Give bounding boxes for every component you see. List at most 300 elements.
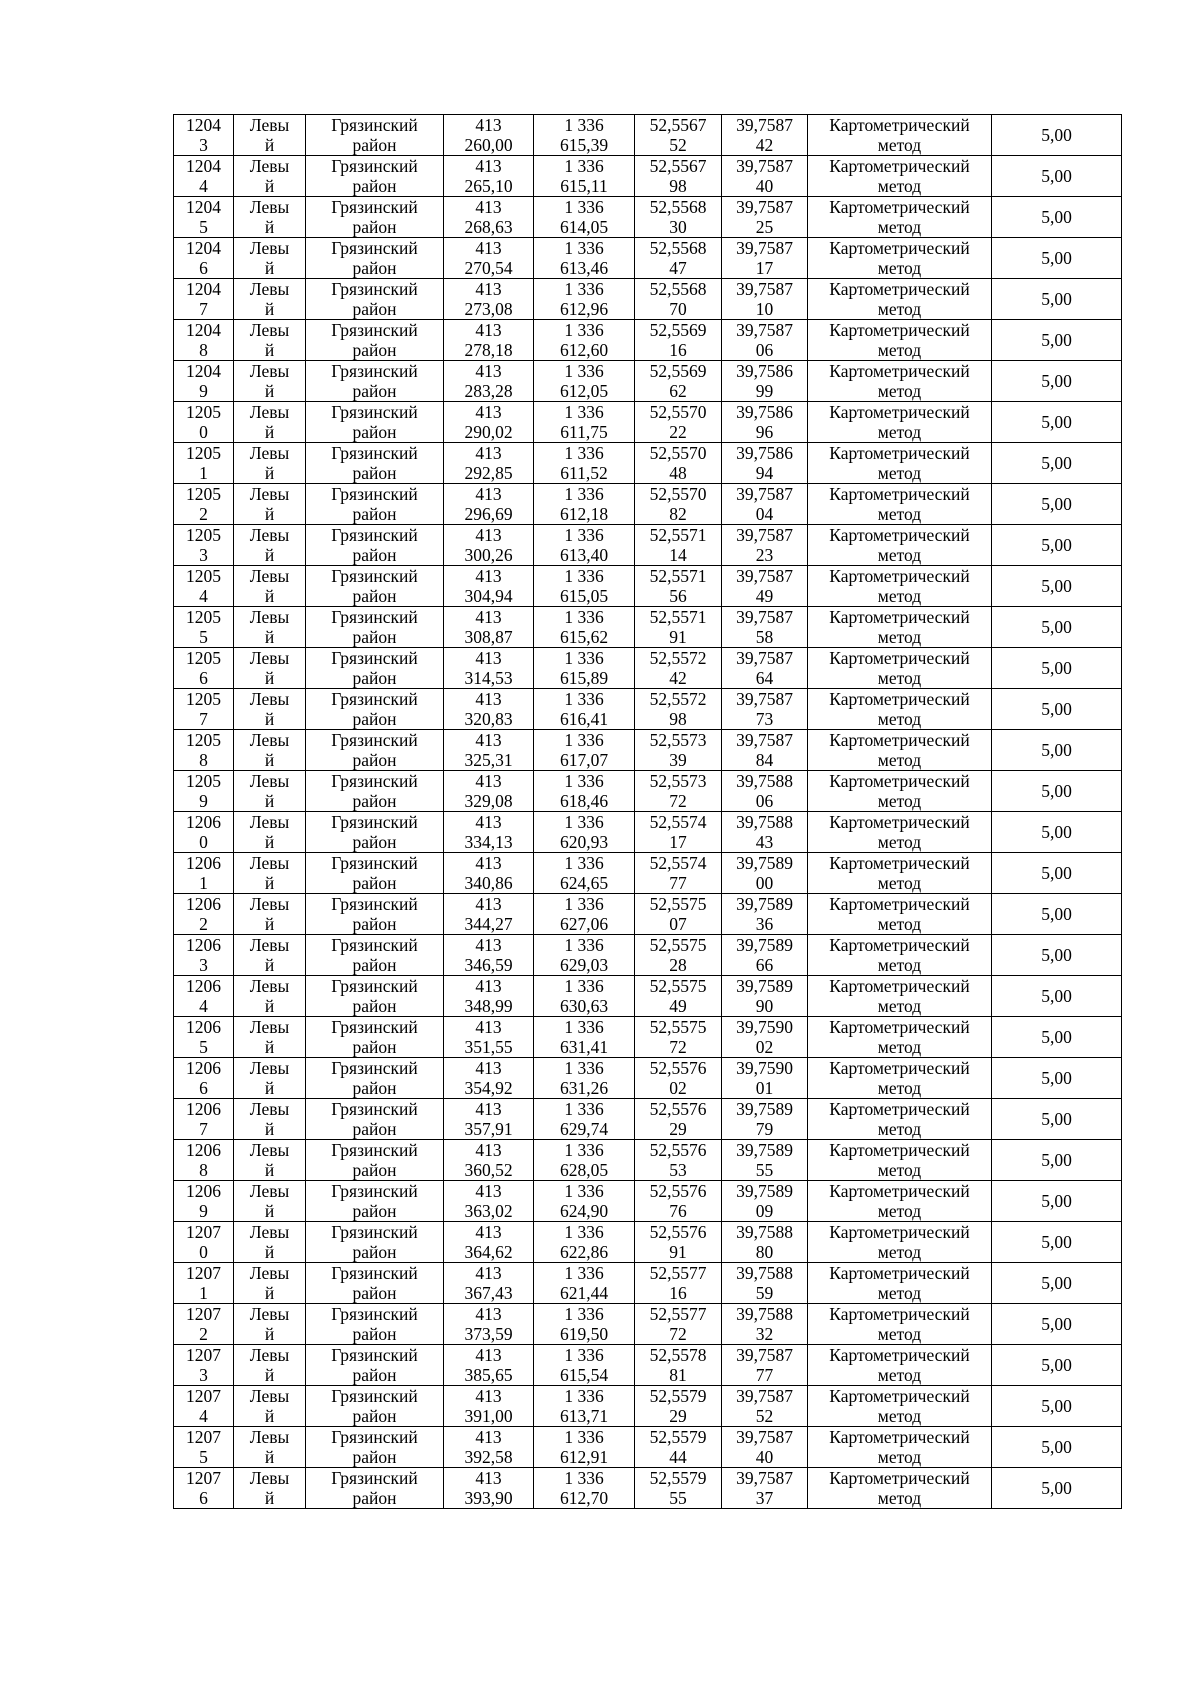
coordinate-x-cell [444,1140,534,1181]
coordinate-x-cell-line: 385,65 [464,1365,513,1385]
latitude-cell-line: 52,5575 [649,935,707,955]
method-cell [808,402,992,443]
method-cell-line: метод [877,709,922,729]
point-number-cell-line: 2 [199,914,208,934]
accuracy-cell: 5,00 [992,976,1122,1017]
longitude-cell-line: 49 [755,586,774,606]
coordinate-y-cell [534,1304,635,1345]
method-cell-line: Картометрический [829,1304,970,1324]
coordinate-y-cell-line: 1 336 [564,689,604,709]
point-number-cell-line: 6 [199,1078,208,1098]
point-number-cell [174,976,234,1017]
coordinate-y-cell-line: 1 336 [564,1263,604,1283]
point-number-cell-line: 5 [199,627,208,647]
coordinate-y-cell-line: 1 336 [564,1468,604,1488]
longitude-cell-line: 43 [755,832,774,852]
method-cell [808,607,992,648]
bank-side-cell-line: й [264,1283,275,1303]
coordinate-y-cell [534,607,635,648]
coordinate-x-cell-line: 413 [475,935,502,955]
method-cell-line: метод [877,1324,922,1344]
latitude-cell-line: 02 [669,1078,687,1098]
longitude-cell [722,1222,808,1263]
coordinate-x-cell [444,238,534,279]
latitude-cell-line: 52,5573 [649,730,707,750]
district-cell-line: район [352,176,397,196]
coordinate-y-cell-line: 612,18 [559,504,609,524]
district-cell-line: Грязинский [331,320,418,340]
method-cell [808,1386,992,1427]
point-number-cell-line: 9 [199,381,208,401]
latitude-cell [635,1099,722,1140]
district-cell-line: Грязинский [331,361,418,381]
latitude-cell [635,1304,722,1345]
district-cell [306,115,444,156]
coordinate-x-cell-line: 392,58 [464,1447,513,1467]
bank-side-cell-line: Левы [249,197,290,217]
latitude-cell [635,1263,722,1304]
latitude-cell-line: 55 [669,1488,687,1508]
district-cell-line: Грязинский [331,1099,418,1119]
bank-side-cell [234,197,306,238]
coordinate-x-cell-line: 413 [475,566,502,586]
point-number-cell [174,894,234,935]
bank-side-cell [234,279,306,320]
coordinate-x-cell-line: 320,83 [464,709,513,729]
accuracy-cell: 5,00 [992,894,1122,935]
method-cell-line: метод [877,914,922,934]
method-cell [808,1099,992,1140]
bank-side-cell [234,156,306,197]
district-cell [306,1263,444,1304]
accuracy-cell: 5,00 [992,197,1122,238]
point-number-cell-line: 2 [199,504,208,524]
accuracy-cell: 5,00 [992,771,1122,812]
point-number-cell [174,812,234,853]
point-number-cell [174,1140,234,1181]
bank-side-cell-line: Левы [249,1017,290,1037]
table-row [174,1468,1122,1509]
method-cell-line: Картометрический [829,607,970,627]
longitude-cell-line: 25 [755,217,774,237]
bank-side-cell [234,566,306,607]
longitude-cell-line: 39,7588 [736,812,793,832]
longitude-cell [722,1058,808,1099]
method-cell [808,1304,992,1345]
coordinate-y-cell [534,1345,635,1386]
longitude-cell-line: 64 [755,668,774,688]
method-cell [808,1058,992,1099]
coordinate-y-cell-line: 1 336 [564,812,604,832]
longitude-cell-line: 39,7589 [736,894,793,914]
bank-side-cell [234,525,306,566]
latitude-cell [635,1468,722,1509]
method-cell-line: Картометрический [829,853,970,873]
bank-side-cell-line: Левы [249,1386,290,1406]
point-number-cell [174,1263,234,1304]
bank-side-cell-line: Левы [249,525,290,545]
bank-side-cell-line: Левы [249,1263,290,1283]
district-cell-line: район [352,709,397,729]
method-cell-line: метод [877,750,922,770]
district-cell [306,812,444,853]
point-number-cell [174,1099,234,1140]
method-cell [808,894,992,935]
coordinate-x-cell [444,607,534,648]
longitude-cell-line: 39,7586 [736,443,793,463]
coordinate-x-cell [444,1386,534,1427]
point-number-cell-line: 6 [199,258,208,278]
longitude-cell-line: 77 [755,1365,774,1385]
coordinate-y-cell-line: 1 336 [564,894,604,914]
district-cell-line: район [352,1160,397,1180]
coordinate-x-cell [444,566,534,607]
longitude-cell-line: 58 [755,627,774,647]
district-cell-line: район [352,1447,397,1467]
method-cell [808,1017,992,1058]
district-cell-line: район [352,1242,397,1262]
coordinate-y-cell [534,771,635,812]
point-number-cell-line: 9 [199,791,208,811]
method-cell [808,1140,992,1181]
method-cell-line: метод [877,422,922,442]
method-cell-line: метод [877,1160,922,1180]
point-number-cell-line: 1205 [186,607,221,627]
longitude-cell-line: 40 [755,176,774,196]
longitude-cell-line: 66 [755,955,774,975]
district-cell [306,1386,444,1427]
longitude-cell [722,1099,808,1140]
longitude-cell [722,115,808,156]
coordinate-x-cell-line: 334,13 [464,832,513,852]
coordinate-x-cell [444,976,534,1017]
district-cell-line: район [352,381,397,401]
bank-side-cell-line: й [264,914,275,934]
coordinate-x-cell-line: 325,31 [464,750,513,770]
table-row [174,1386,1122,1427]
coordinate-x-cell [444,1468,534,1509]
bank-side-cell-line: й [264,955,275,975]
accuracy-cell: 5,00 [992,812,1122,853]
coordinate-x-cell-line: 308,87 [464,627,513,647]
method-cell-line: Картометрический [829,1468,970,1488]
bank-side-cell-line: й [264,873,275,893]
longitude-cell-line: 39,7587 [736,607,793,627]
point-number-cell-line: 1 [199,873,208,893]
coordinate-x-cell-line: 268,63 [464,217,513,237]
bank-side-cell-line: Левы [249,812,290,832]
coordinate-x-cell-line: 373,59 [464,1324,513,1344]
latitude-cell-line: 48 [669,463,687,483]
accuracy-cell: 5,00 [992,361,1122,402]
point-number-cell [174,1017,234,1058]
longitude-cell [722,279,808,320]
longitude-cell-line: 39,7588 [736,1222,793,1242]
longitude-cell-line: 10 [755,299,774,319]
bank-side-cell [234,443,306,484]
coordinate-x-cell-line: 346,59 [464,955,513,975]
coordinate-x-cell-line: 273,08 [464,299,513,319]
district-cell-line: район [352,627,397,647]
longitude-cell [722,853,808,894]
table-row [174,1017,1122,1058]
point-number-cell-line: 1205 [186,648,221,668]
table-row [174,1345,1122,1386]
method-cell-line: метод [877,996,922,1016]
coordinate-y-cell-line: 1 336 [564,1304,604,1324]
latitude-cell-line: 52,5575 [649,894,707,914]
point-number-cell-line: 1207 [186,1386,221,1406]
coordinate-y-cell-line: 1 336 [564,402,604,422]
coordinate-y-cell-line: 613,46 [559,258,609,278]
longitude-cell [722,935,808,976]
method-cell-line: Картометрический [829,361,970,381]
method-cell-line: метод [877,1447,922,1467]
latitude-cell-line: 77 [669,873,687,893]
latitude-cell-line: 52,5570 [649,443,707,463]
bank-side-cell-line: й [264,422,275,442]
coordinate-y-cell [534,197,635,238]
district-cell-line: Грязинский [331,238,418,258]
point-number-cell-line: 8 [199,340,208,360]
coordinate-y-cell [534,1222,635,1263]
longitude-cell [722,443,808,484]
method-cell [808,156,992,197]
coordinate-y-cell [534,1017,635,1058]
point-number-cell-line: 3 [199,135,208,155]
accuracy-cell: 5,00 [992,1222,1122,1263]
point-number-cell-line: 1204 [186,320,221,340]
coordinate-y-cell-line: 615,39 [559,135,609,155]
bank-side-cell-line: й [264,299,275,319]
bank-side-cell-line: й [264,340,275,360]
method-cell-line: Картометрический [829,566,970,586]
latitude-cell-line: 53 [669,1160,687,1180]
point-number-cell [174,115,234,156]
latitude-cell-line: 76 [669,1201,687,1221]
longitude-cell-line: 55 [755,1160,774,1180]
latitude-cell-line: 52,5567 [649,115,707,135]
method-cell [808,771,992,812]
longitude-cell [722,1140,808,1181]
longitude-cell-line: 39,7589 [736,1140,793,1160]
latitude-cell [635,853,722,894]
point-number-cell-line: 5 [199,1037,208,1057]
bank-side-cell [234,1181,306,1222]
district-cell-line: район [352,996,397,1016]
bank-side-cell-line: Левы [249,1427,290,1447]
latitude-cell [635,484,722,525]
longitude-cell-line: 99 [755,381,774,401]
longitude-cell-line: 39,7587 [736,525,793,545]
latitude-cell [635,1222,722,1263]
point-number-cell-line: 1206 [186,1058,221,1078]
method-cell [808,935,992,976]
method-cell [808,1263,992,1304]
district-cell-line: Грязинский [331,1222,418,1242]
method-cell-line: метод [877,627,922,647]
latitude-cell [635,1427,722,1468]
coordinate-x-cell [444,1345,534,1386]
point-number-cell-line: 1205 [186,443,221,463]
point-number-cell [174,935,234,976]
district-cell [306,402,444,443]
latitude-cell-line: 52,5579 [649,1427,707,1447]
latitude-cell-line: 52,5578 [649,1345,707,1365]
bank-side-cell [234,361,306,402]
latitude-cell-line: 52,5574 [649,812,707,832]
accuracy-cell: 5,00 [992,1468,1122,1509]
coordinate-x-cell [444,1263,534,1304]
bank-side-cell-line: Левы [249,1345,290,1365]
coordinate-y-cell-line: 1 336 [564,156,604,176]
coordinate-x-cell-line: 363,02 [464,1201,513,1221]
longitude-cell-line: 06 [755,791,774,811]
bank-side-cell [234,730,306,771]
coordinate-x-cell-line: 413 [475,361,502,381]
district-cell [306,197,444,238]
longitude-cell-line: 39,7586 [736,402,793,422]
method-cell-line: Картометрический [829,1386,970,1406]
coordinate-x-cell [444,443,534,484]
method-cell-line: Картометрический [829,894,970,914]
table-row [174,402,1122,443]
bank-side-cell [234,812,306,853]
point-number-cell-line: 1207 [186,1304,221,1324]
point-number-cell-line: 2 [199,1324,208,1344]
district-cell-line: Грязинский [331,115,418,135]
bank-side-cell-line: Левы [249,689,290,709]
table-row [174,238,1122,279]
coordinate-x-cell-line: 290,02 [464,422,513,442]
latitude-cell [635,443,722,484]
district-cell [306,1304,444,1345]
bank-side-cell [234,648,306,689]
method-cell-line: Картометрический [829,1099,970,1119]
latitude-cell-line: 52,5576 [649,1222,707,1242]
accuracy-cell: 5,00 [992,1017,1122,1058]
district-cell [306,976,444,1017]
point-number-cell-line: 1205 [186,525,221,545]
coordinate-y-cell [534,279,635,320]
bank-side-cell-line: й [264,1447,275,1467]
coordinate-y-cell [534,648,635,689]
accuracy-cell: 5,00 [992,607,1122,648]
district-cell [306,1427,444,1468]
district-cell [306,935,444,976]
table-row [174,566,1122,607]
coordinate-y-cell [534,935,635,976]
district-cell-line: Грязинский [331,648,418,668]
coordinate-x-cell-line: 413 [475,1427,502,1447]
district-cell [306,361,444,402]
coordinate-y-cell-line: 1 336 [564,730,604,750]
method-cell [808,238,992,279]
latitude-cell [635,812,722,853]
point-number-cell-line: 7 [199,1119,208,1139]
latitude-cell [635,1181,722,1222]
method-cell-line: Картометрический [829,1140,970,1160]
method-cell-line: Картометрический [829,525,970,545]
point-number-cell [174,484,234,525]
coordinate-y-cell-line: 1 336 [564,115,604,135]
method-cell-line: метод [877,832,922,852]
method-cell-line: Картометрический [829,156,970,176]
coordinate-y-cell-line: 627,06 [559,914,609,934]
longitude-cell [722,730,808,771]
point-number-cell-line: 0 [199,1242,208,1262]
district-cell [306,525,444,566]
latitude-cell [635,689,722,730]
coordinate-y-cell-line: 1 336 [564,1099,604,1119]
coordinate-y-cell [534,525,635,566]
latitude-cell [635,525,722,566]
table-row [174,853,1122,894]
method-cell-line: Картометрический [829,238,970,258]
method-cell [808,812,992,853]
method-cell-line: метод [877,1406,922,1426]
point-number-cell [174,648,234,689]
bank-side-cell-line: й [264,1242,275,1262]
point-number-cell-line: 3 [199,545,208,565]
bank-side-cell [234,1427,306,1468]
district-cell [306,484,444,525]
coordinate-x-cell-line: 413 [475,320,502,340]
coordinate-x-cell-line: 413 [475,443,502,463]
table-row [174,935,1122,976]
bank-side-cell-line: Левы [249,894,290,914]
accuracy-cell: 5,00 [992,115,1122,156]
coordinate-y-cell-line: 621,44 [559,1283,609,1303]
district-cell-line: район [352,545,397,565]
point-number-cell-line: 1205 [186,566,221,586]
district-cell-line: Грязинский [331,607,418,627]
longitude-cell [722,361,808,402]
coordinate-x-cell [444,361,534,402]
coordinate-y-cell [534,1427,635,1468]
point-number-cell [174,607,234,648]
longitude-cell-line: 39,7587 [736,1468,793,1488]
district-cell-line: район [352,1201,397,1221]
bank-side-cell-line: й [264,586,275,606]
longitude-cell-line: 80 [755,1242,774,1262]
method-cell-line: Картометрический [829,648,970,668]
district-cell-line: Грязинский [331,1017,418,1037]
latitude-cell-line: 52,5572 [649,689,707,709]
longitude-cell [722,238,808,279]
district-cell-line: район [352,955,397,975]
bank-side-cell-line: й [264,217,275,237]
bank-side-cell [234,894,306,935]
latitude-cell [635,935,722,976]
district-cell [306,730,444,771]
bank-side-cell-line: Левы [249,771,290,791]
point-number-cell [174,1304,234,1345]
table-row [174,115,1122,156]
bank-side-cell-line: й [264,996,275,1016]
method-cell-line: метод [877,504,922,524]
latitude-cell-line: 28 [669,955,687,975]
district-cell-line: район [352,504,397,524]
method-cell-line: метод [877,217,922,237]
district-cell [306,320,444,361]
method-cell [808,1181,992,1222]
accuracy-cell: 5,00 [992,853,1122,894]
point-number-cell-line: 1204 [186,197,221,217]
longitude-cell-line: 09 [755,1201,774,1221]
bank-side-cell [234,1058,306,1099]
longitude-cell [722,1427,808,1468]
